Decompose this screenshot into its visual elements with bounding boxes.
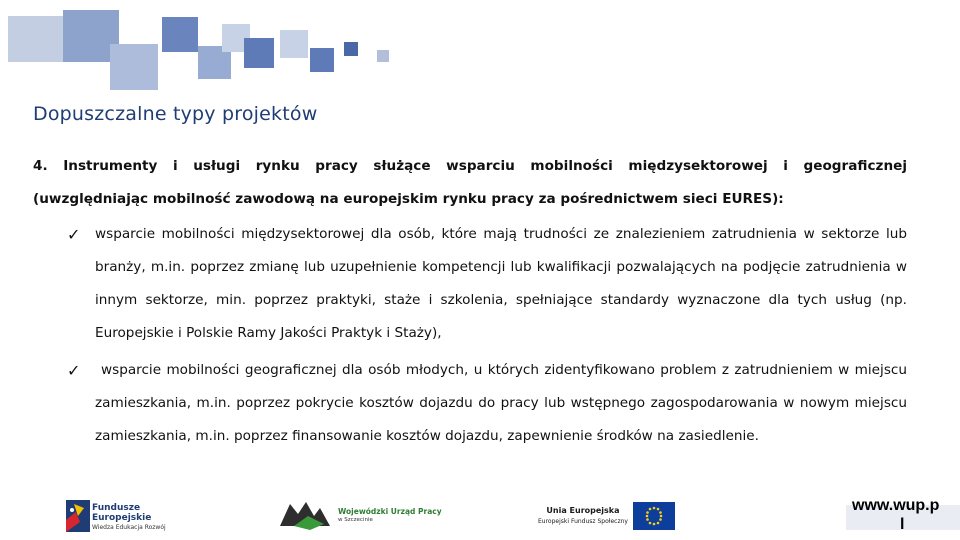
list-item-text: wsparcie mobilności międzysektorowej dla osób, które mają trudności ze znalezieniem zatrudnienia w sektorze lub branży, m.in. poprzez zmianę lub uzupełnienie kompetencji lub kwalifikacji pozwalających na podjęcie zatrudnienia w innym sektorze, min. poprzez praktyki, staże i szkolenia, spełniające standardy wyznaczone dla tych usług (np. Europejskie i Polskie Ramy Jakości Praktyk i Staży), (95, 226, 907, 341)
fundusze-europejskie-logo: Fundusze Europejskie Wiedza Edukacja Rozwój (92, 503, 166, 531)
checkmark-icon: ✓ (67, 225, 81, 244)
decor-square (244, 38, 274, 68)
content-body (33, 150, 907, 453)
wup-logo: Wojewódzki Urząd Pracy w Szczecinie (338, 507, 442, 523)
decor-square (310, 48, 334, 72)
section-lead: 4. Instrumenty i usługi rynku pracy służące wsparciu mobilności międzysektorowej i geograficznej (uwzględniając mobilność zawodową na europejskim rynku pracy za pośrednictwem sieci EURES): (33, 158, 907, 207)
page-title: Dopuszczalne typy projektów (33, 103, 318, 125)
list-item (33, 218, 907, 350)
list-item (33, 354, 907, 453)
fundusze-europejskie-logo-icon (66, 500, 90, 532)
checkmark-icon: ✓ (67, 361, 81, 380)
list-item-text: wsparcie mobilności geograficznej dla osób młodych, u których zidentyfikowano problem z zatrudnieniem w miejscu zamieszkania, m.in. poprzez pokrycie kosztów dojazdu do pracy lub wstępnego zagospodarowania w nowym miejscu zamieszkania, m.in. poprzez finansowanie kosztów dojazdu, zapewnienie środków na zasiedlenie. (95, 362, 907, 444)
decor-square (377, 50, 389, 62)
decor-square (280, 30, 308, 58)
website-link[interactable]: www.wup.p l (852, 497, 940, 533)
ue-logo: Unia Europejska Europejski Fundusz Społeczny (538, 506, 628, 525)
decor-square (344, 42, 358, 56)
eu-flag-icon (633, 502, 675, 530)
wup-logo-icon (280, 500, 334, 530)
decor-square (110, 44, 158, 90)
decor-square (162, 17, 198, 52)
